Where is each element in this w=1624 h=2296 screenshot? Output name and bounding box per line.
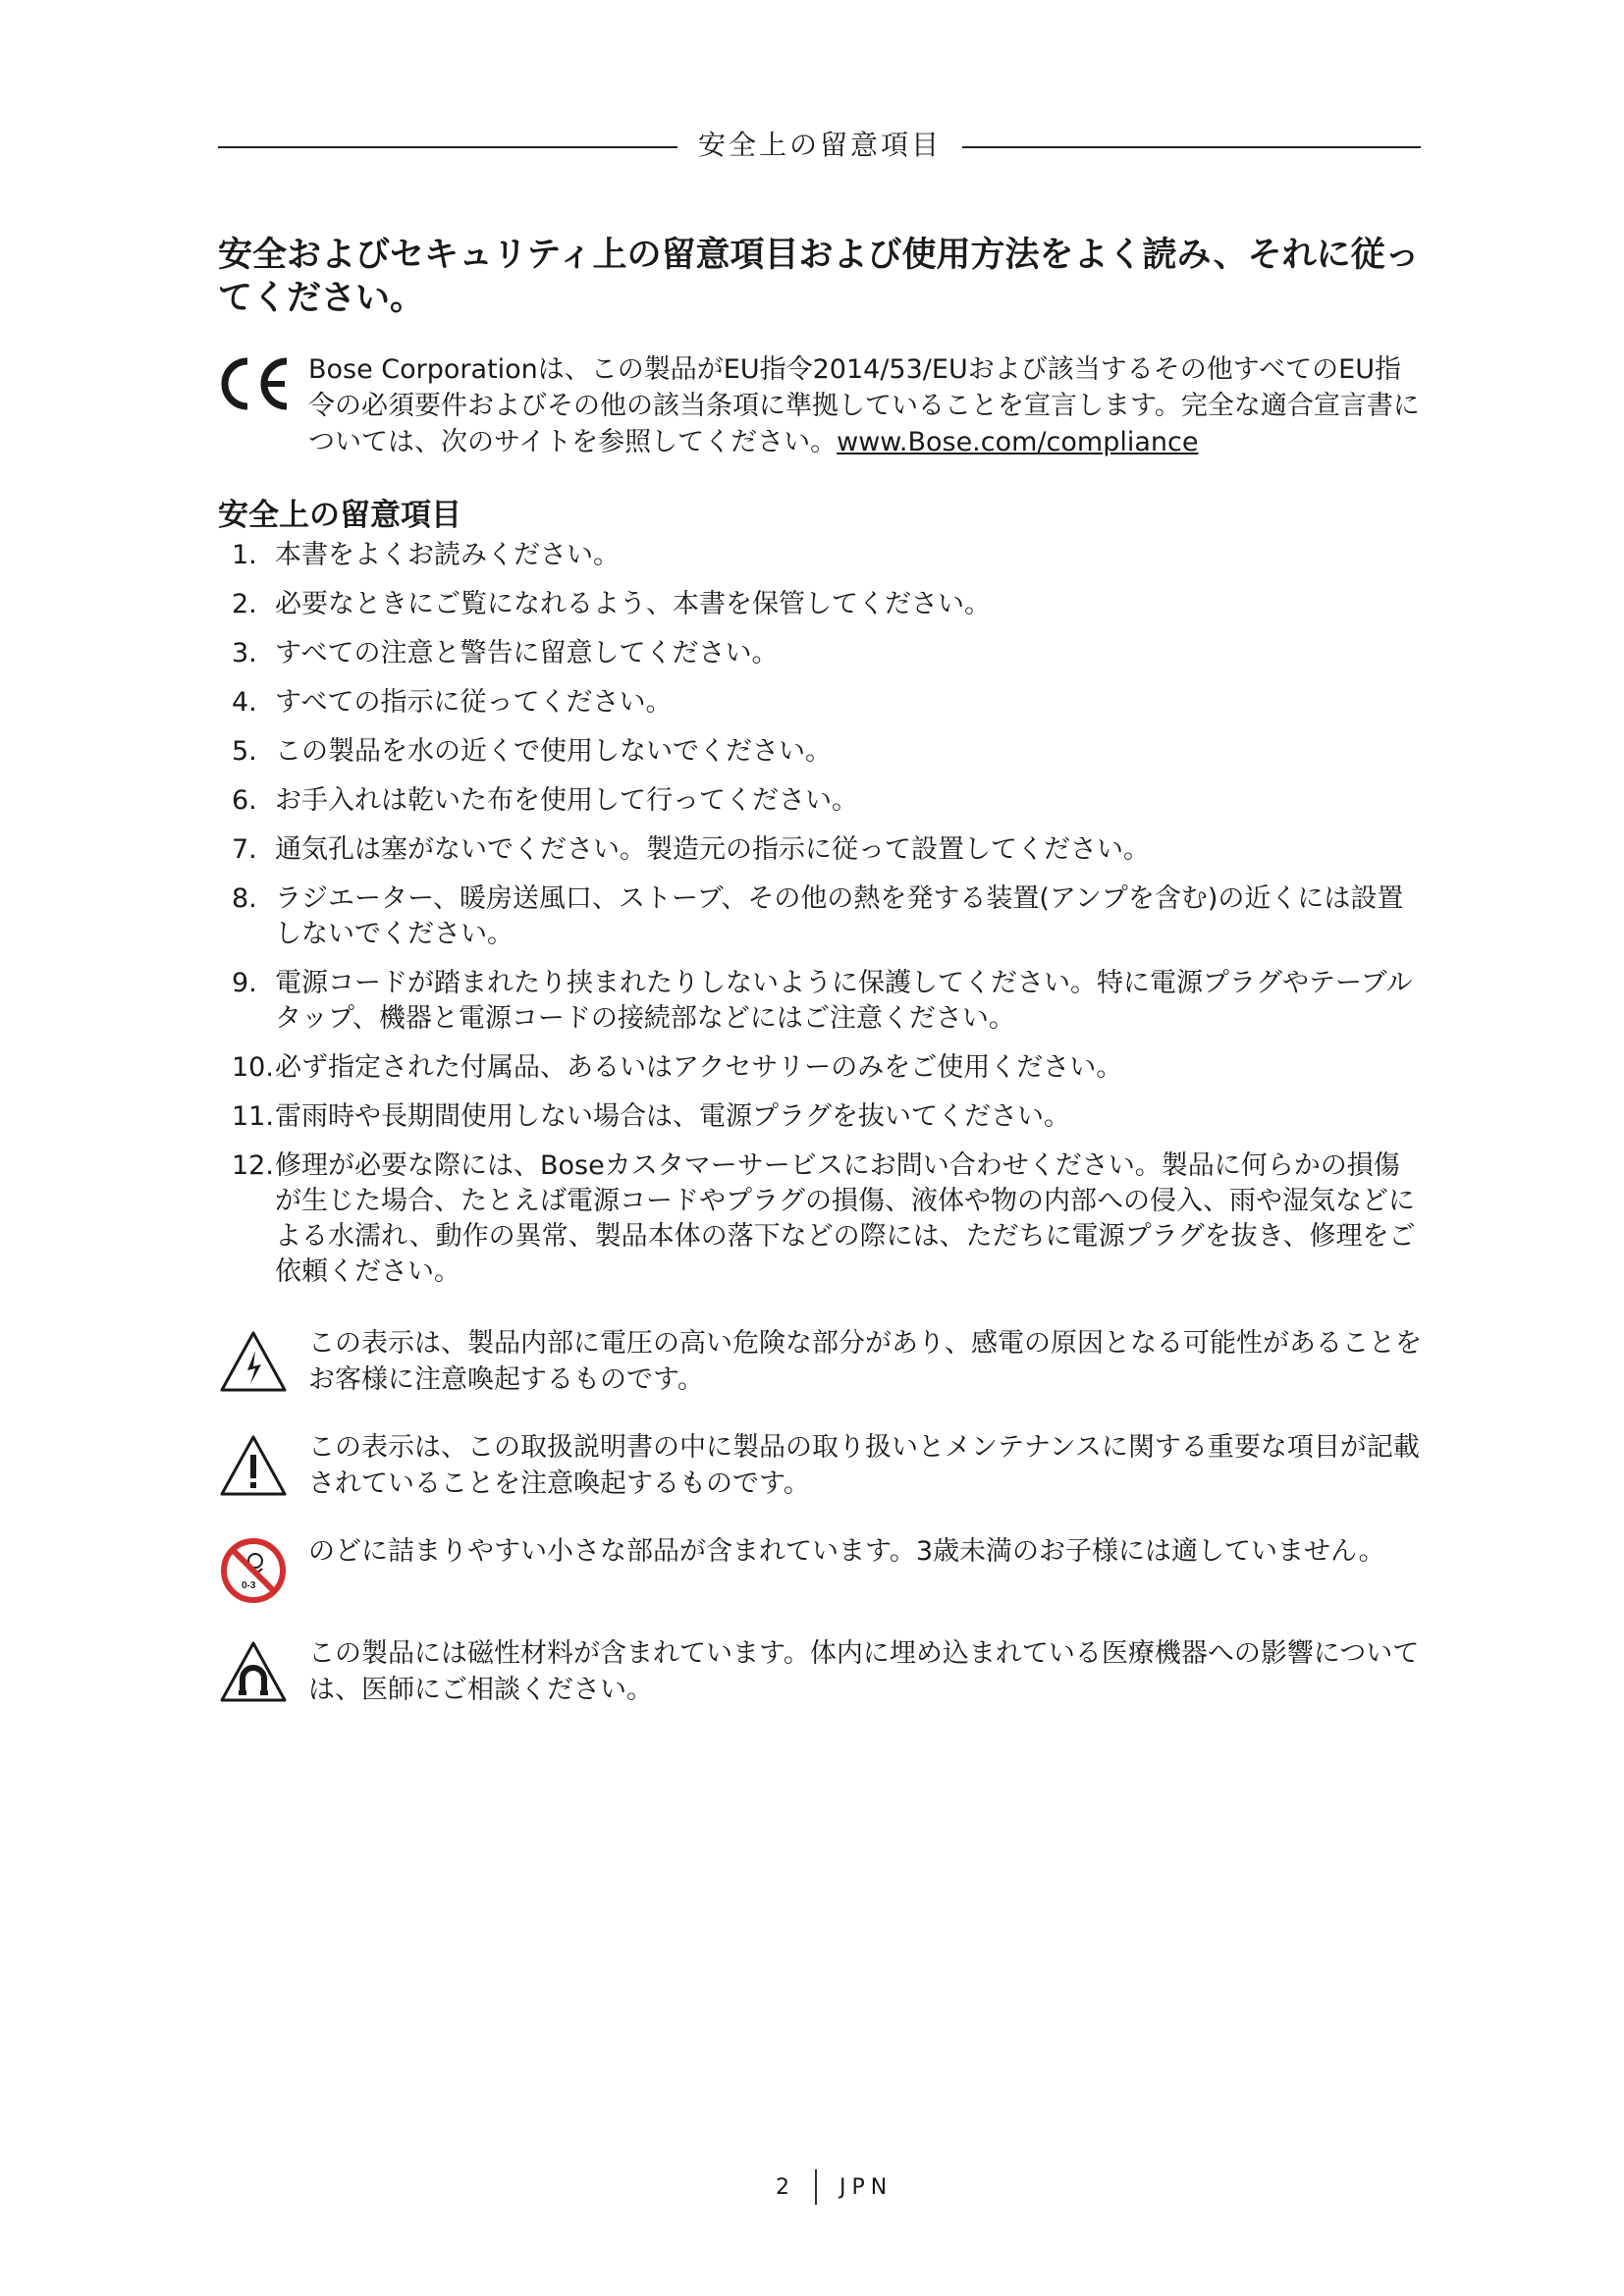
page-footer	[0, 2169, 1624, 2209]
item-text: 必要なときにご覧になれるよう、本書を保管してください。	[275, 589, 991, 619]
language-code: JPN	[839, 2175, 893, 2200]
electric-shock-warning	[218, 1325, 1426, 1398]
item-text: 雷雨時や長期間使用しない場合は、電源プラグを抜いてください。	[275, 1101, 1070, 1132]
list-item	[218, 1099, 1426, 1135]
choking-hazard-icon	[218, 1535, 289, 1606]
item-text: すべての指示に従ってください。	[275, 687, 673, 718]
item-text: 必ず指定された付属品、あるいはアクセサリーのみをご使用ください。	[275, 1052, 1123, 1083]
list-item	[218, 587, 1426, 622]
warning-text: のどに詰まりやすい小さな部品が含まれています。3歳未満のお子様には適していません。	[308, 1536, 1385, 1567]
ce-declaration	[218, 351, 1426, 460]
header-title: 安全上の留意項目	[697, 129, 942, 161]
item-number: 10.	[232, 1052, 274, 1083]
item-number: 4.	[232, 687, 257, 718]
list-item	[218, 783, 1426, 819]
item-number: 8.	[232, 883, 257, 914]
list-item	[218, 1148, 1426, 1290]
section-heading: 安全上の留意項目	[218, 498, 461, 533]
footer-separator	[815, 2169, 817, 2205]
list-item	[218, 685, 1426, 721]
list-item	[218, 832, 1426, 868]
page-header	[218, 126, 1421, 161]
page-number: 2	[776, 2175, 791, 2200]
electric-shock-warning-icon	[218, 1327, 289, 1398]
list-item	[218, 538, 1426, 573]
item-text: 通気孔は塞がないでください。製造元の指示に従って設置してください。	[275, 834, 1150, 865]
item-number: 11.	[232, 1101, 274, 1132]
magnet-warning	[218, 1635, 1426, 1708]
compliance-link[interactable]: www.Bose.com/compliance	[837, 427, 1199, 457]
item-text: 本書をよくお読みください。	[275, 540, 620, 570]
header-rule-left	[218, 146, 677, 148]
item-number: 5.	[232, 736, 257, 767]
item-text: 電源コードが踏まれたり挟まれたりしないように保護してください。特に電源プラグやテーブルタップ、機器と電源コードの接続部などにはご注意ください。	[275, 968, 1413, 1034]
choking-hazard-warning	[218, 1533, 1426, 1591]
item-number: 2.	[232, 589, 257, 619]
item-text: お手入れは乾いた布を使用して行ってください。	[275, 785, 858, 816]
warning-text: この表示は、この取扱説明書の中に製品の取り扱いとメンテナンスに関する重要な項目が記載されていることを注意喚起するものです。	[308, 1432, 1420, 1499]
instruction-list	[218, 538, 1426, 1304]
main-heading: 安全およびセキュリティ上の留意項目および使用方法をよく読み、それに従ってください。	[218, 236, 1420, 318]
list-item	[218, 1050, 1426, 1086]
item-number: 1.	[232, 540, 257, 570]
item-text: ラジエーター、暖房送風口、ストーブ、その他の熱を発する装置(アンプを含む)の近くには設置しないでください。	[275, 883, 1404, 949]
magnet-warning-icon	[218, 1637, 289, 1708]
item-number: 9.	[232, 968, 257, 998]
header-rule-right	[962, 146, 1421, 148]
item-text: この製品を水の近くで使用しないでください。	[275, 736, 832, 767]
list-item	[218, 881, 1426, 952]
item-number: 6.	[232, 785, 257, 816]
caution-warning	[218, 1429, 1426, 1502]
ce-text	[308, 351, 1426, 460]
ce-mark-icon	[218, 355, 291, 412]
warning-text: この製品には磁性材料が含まれています。体内に埋め込まれている医療機器への影響については、医師にご相談ください。	[308, 1638, 1420, 1705]
ce-statement: Bose Corporationは、この製品がEU指令2014/53/EUおよび該当するその他すべてのEU指令の必須要件およびその他の該当条項に準拠していることを宣言します。完全な適合宣言書については、次のサイトを参照してください。	[308, 354, 1420, 457]
list-item	[218, 966, 1426, 1037]
choking-icon-age-label: 0-3	[242, 1580, 256, 1591]
item-number: 3.	[232, 638, 257, 668]
list-item	[218, 734, 1426, 770]
item-number: 7.	[232, 834, 257, 865]
item-text: 修理が必要な際には、Boseカスタマーサービスにお問い合わせください。製品に何らかの損傷が生じた場合、たとえば電源コードやプラグの損傷、液体や物の内部への侵入、雨や湿気などによる水濡れ、動作の異常、製品本体の落下などの際には、ただちに電源プラグを抜き、修理をご依頼ください。	[275, 1150, 1416, 1287]
item-text: すべての注意と警告に留意してください。	[275, 638, 779, 668]
caution-exclamation-icon	[218, 1431, 289, 1502]
warning-text: この表示は、製品内部に電圧の高い危険な部分があり、感電の原因となる可能性があることをお客様に注意喚起するものです。	[308, 1328, 1422, 1395]
item-number: 12.	[232, 1150, 274, 1181]
list-item	[218, 636, 1426, 671]
